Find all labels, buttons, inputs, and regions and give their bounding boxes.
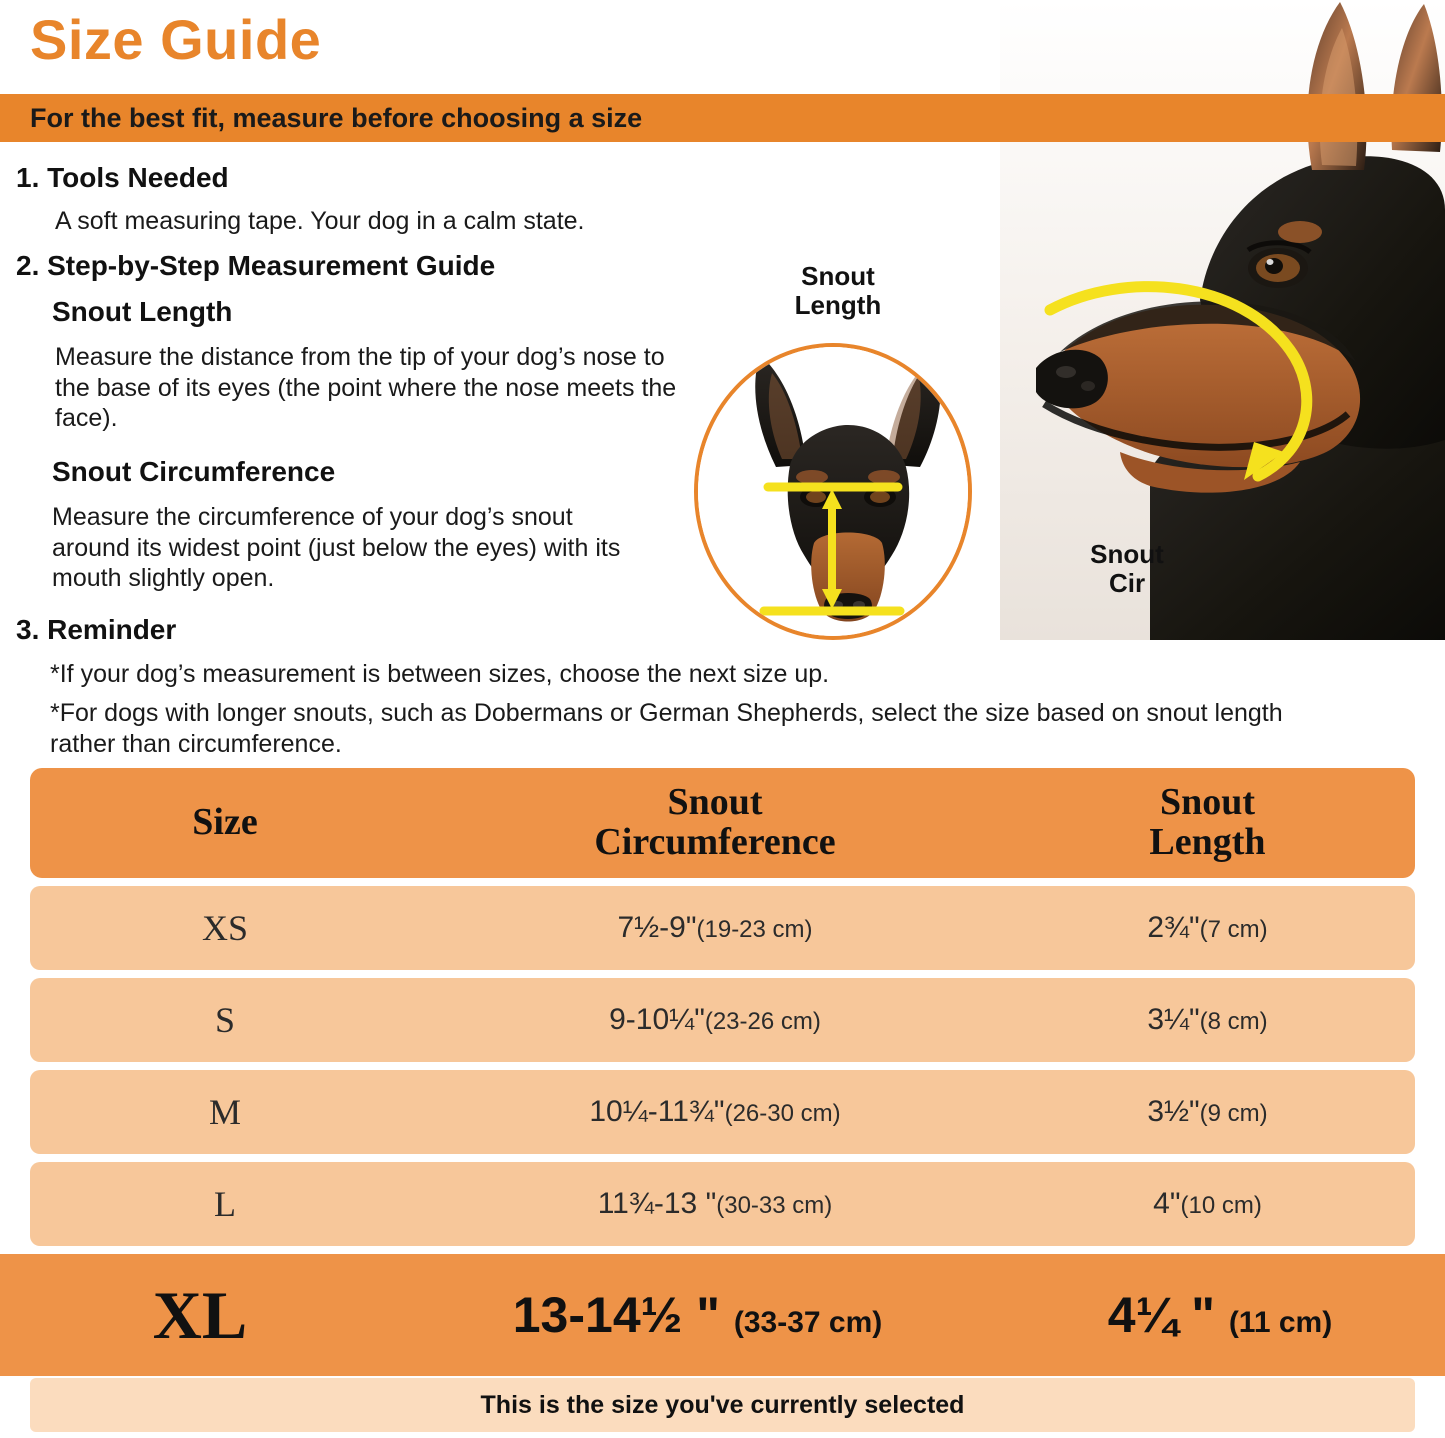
row-size: L bbox=[214, 1184, 236, 1224]
header-circ-line2: Circumference bbox=[594, 821, 836, 863]
row-size: S bbox=[214, 1000, 236, 1040]
row-size: XL bbox=[152, 1276, 248, 1353]
photo-label-line2: Cir bbox=[1108, 568, 1146, 599]
selected-size-note: This is the size you've currently selected bbox=[30, 1378, 1415, 1432]
table-row-selected[interactable] bbox=[0, 1254, 1445, 1376]
row-circumference bbox=[400, 1286, 995, 1344]
subtitle-bar bbox=[0, 94, 1445, 142]
row-size: XS bbox=[201, 908, 249, 948]
row-circ-metric: (33-37 cm) bbox=[733, 1306, 883, 1339]
header-circumference bbox=[420, 783, 1010, 863]
header-size: Size bbox=[192, 801, 258, 844]
row-len-main: 3½" bbox=[1147, 1095, 1200, 1128]
row-length bbox=[1010, 1187, 1405, 1221]
table-row[interactable] bbox=[30, 978, 1415, 1062]
row-circ-metric: (30-33 cm) bbox=[716, 1192, 833, 1219]
row-length bbox=[1010, 1095, 1405, 1129]
snout-length-diagram bbox=[694, 343, 972, 640]
row-len-main: 4" bbox=[1153, 1187, 1181, 1220]
header-length bbox=[1010, 783, 1405, 863]
row-length bbox=[995, 1286, 1445, 1344]
reminder-heading: 3. Reminder bbox=[16, 614, 177, 645]
header-len-line2: Length bbox=[1149, 821, 1266, 863]
row-size: M bbox=[208, 1092, 241, 1132]
row-len-main: 2¾" bbox=[1147, 911, 1200, 944]
row-circ-main: 7½-9" bbox=[617, 911, 697, 944]
row-circ-metric: (26-30 cm) bbox=[724, 1100, 841, 1127]
header-circ-line1: Snout bbox=[667, 781, 763, 824]
subtitle-text: For the best fit, measure before choosing a size bbox=[30, 103, 643, 133]
page-title: Size Guide bbox=[30, 8, 322, 71]
inset-snout-length-label bbox=[768, 262, 908, 320]
row-circumference bbox=[420, 911, 1010, 945]
measurement-guide-heading: 2. Step-by-Step Measurement Guide bbox=[16, 250, 496, 281]
row-len-main: 3¼" bbox=[1147, 1003, 1200, 1036]
row-length bbox=[1010, 1003, 1405, 1037]
row-len-metric: (11 cm) bbox=[1228, 1306, 1333, 1339]
reminder-line-2: *For dogs with longer snouts, such as Dobermans or German Shepherds, select the size based on snout length rather than circumference. bbox=[50, 699, 1283, 758]
row-circ-main: 9-10¼" bbox=[609, 1003, 705, 1036]
row-circ-main: 10¼-11¾" bbox=[589, 1095, 725, 1128]
size-table bbox=[0, 768, 1445, 1376]
inset-label-line2: Length bbox=[794, 290, 882, 321]
row-circ-metric: (19-23 cm) bbox=[696, 916, 813, 943]
tools-needed-heading: 1. Tools Needed bbox=[16, 162, 229, 193]
row-circ-metric: (23-26 cm) bbox=[704, 1008, 821, 1035]
snout-circumference-heading: Snout Circumference bbox=[52, 456, 336, 487]
reminder-line-1: *If your dog’s measurement is between sizes, choose the next size up. bbox=[50, 660, 830, 688]
table-row[interactable] bbox=[30, 1162, 1415, 1246]
photo-snout-cir-label bbox=[1052, 540, 1202, 598]
row-circ-main: 11¾-13 " bbox=[597, 1187, 717, 1220]
table-row[interactable] bbox=[30, 1070, 1415, 1154]
row-len-metric: (8 cm) bbox=[1199, 1008, 1268, 1035]
table-header-row bbox=[30, 768, 1415, 878]
row-circumference bbox=[420, 1095, 1010, 1129]
snout-length-body: Measure the distance from the tip of your dog’s nose to the base of its eyes (the point where the nose meets the face). bbox=[55, 343, 677, 432]
row-len-metric: (9 cm) bbox=[1199, 1100, 1268, 1127]
snout-length-heading: Snout Length bbox=[52, 296, 233, 327]
table-row[interactable] bbox=[30, 886, 1415, 970]
tools-needed-body: A soft measuring tape. Your dog in a calm state. bbox=[55, 207, 585, 235]
row-circumference bbox=[420, 1003, 1010, 1037]
photo-label-line1: Snout bbox=[1090, 539, 1164, 569]
row-len-main: 4¼ " bbox=[1107, 1287, 1215, 1343]
row-circumference bbox=[420, 1187, 1010, 1221]
row-length bbox=[1010, 911, 1405, 945]
row-len-metric: (7 cm) bbox=[1199, 916, 1268, 943]
row-len-metric: (10 cm) bbox=[1180, 1192, 1262, 1219]
inset-label-line1: Snout bbox=[801, 261, 875, 291]
row-circ-main: 13-14½ " bbox=[512, 1287, 720, 1343]
snout-circumference-body: Measure the circumference of your dog’s snout around its widest point (just below the eyes) with its mouth slightly open. bbox=[52, 503, 621, 592]
header-len-line1: Snout bbox=[1159, 781, 1256, 824]
